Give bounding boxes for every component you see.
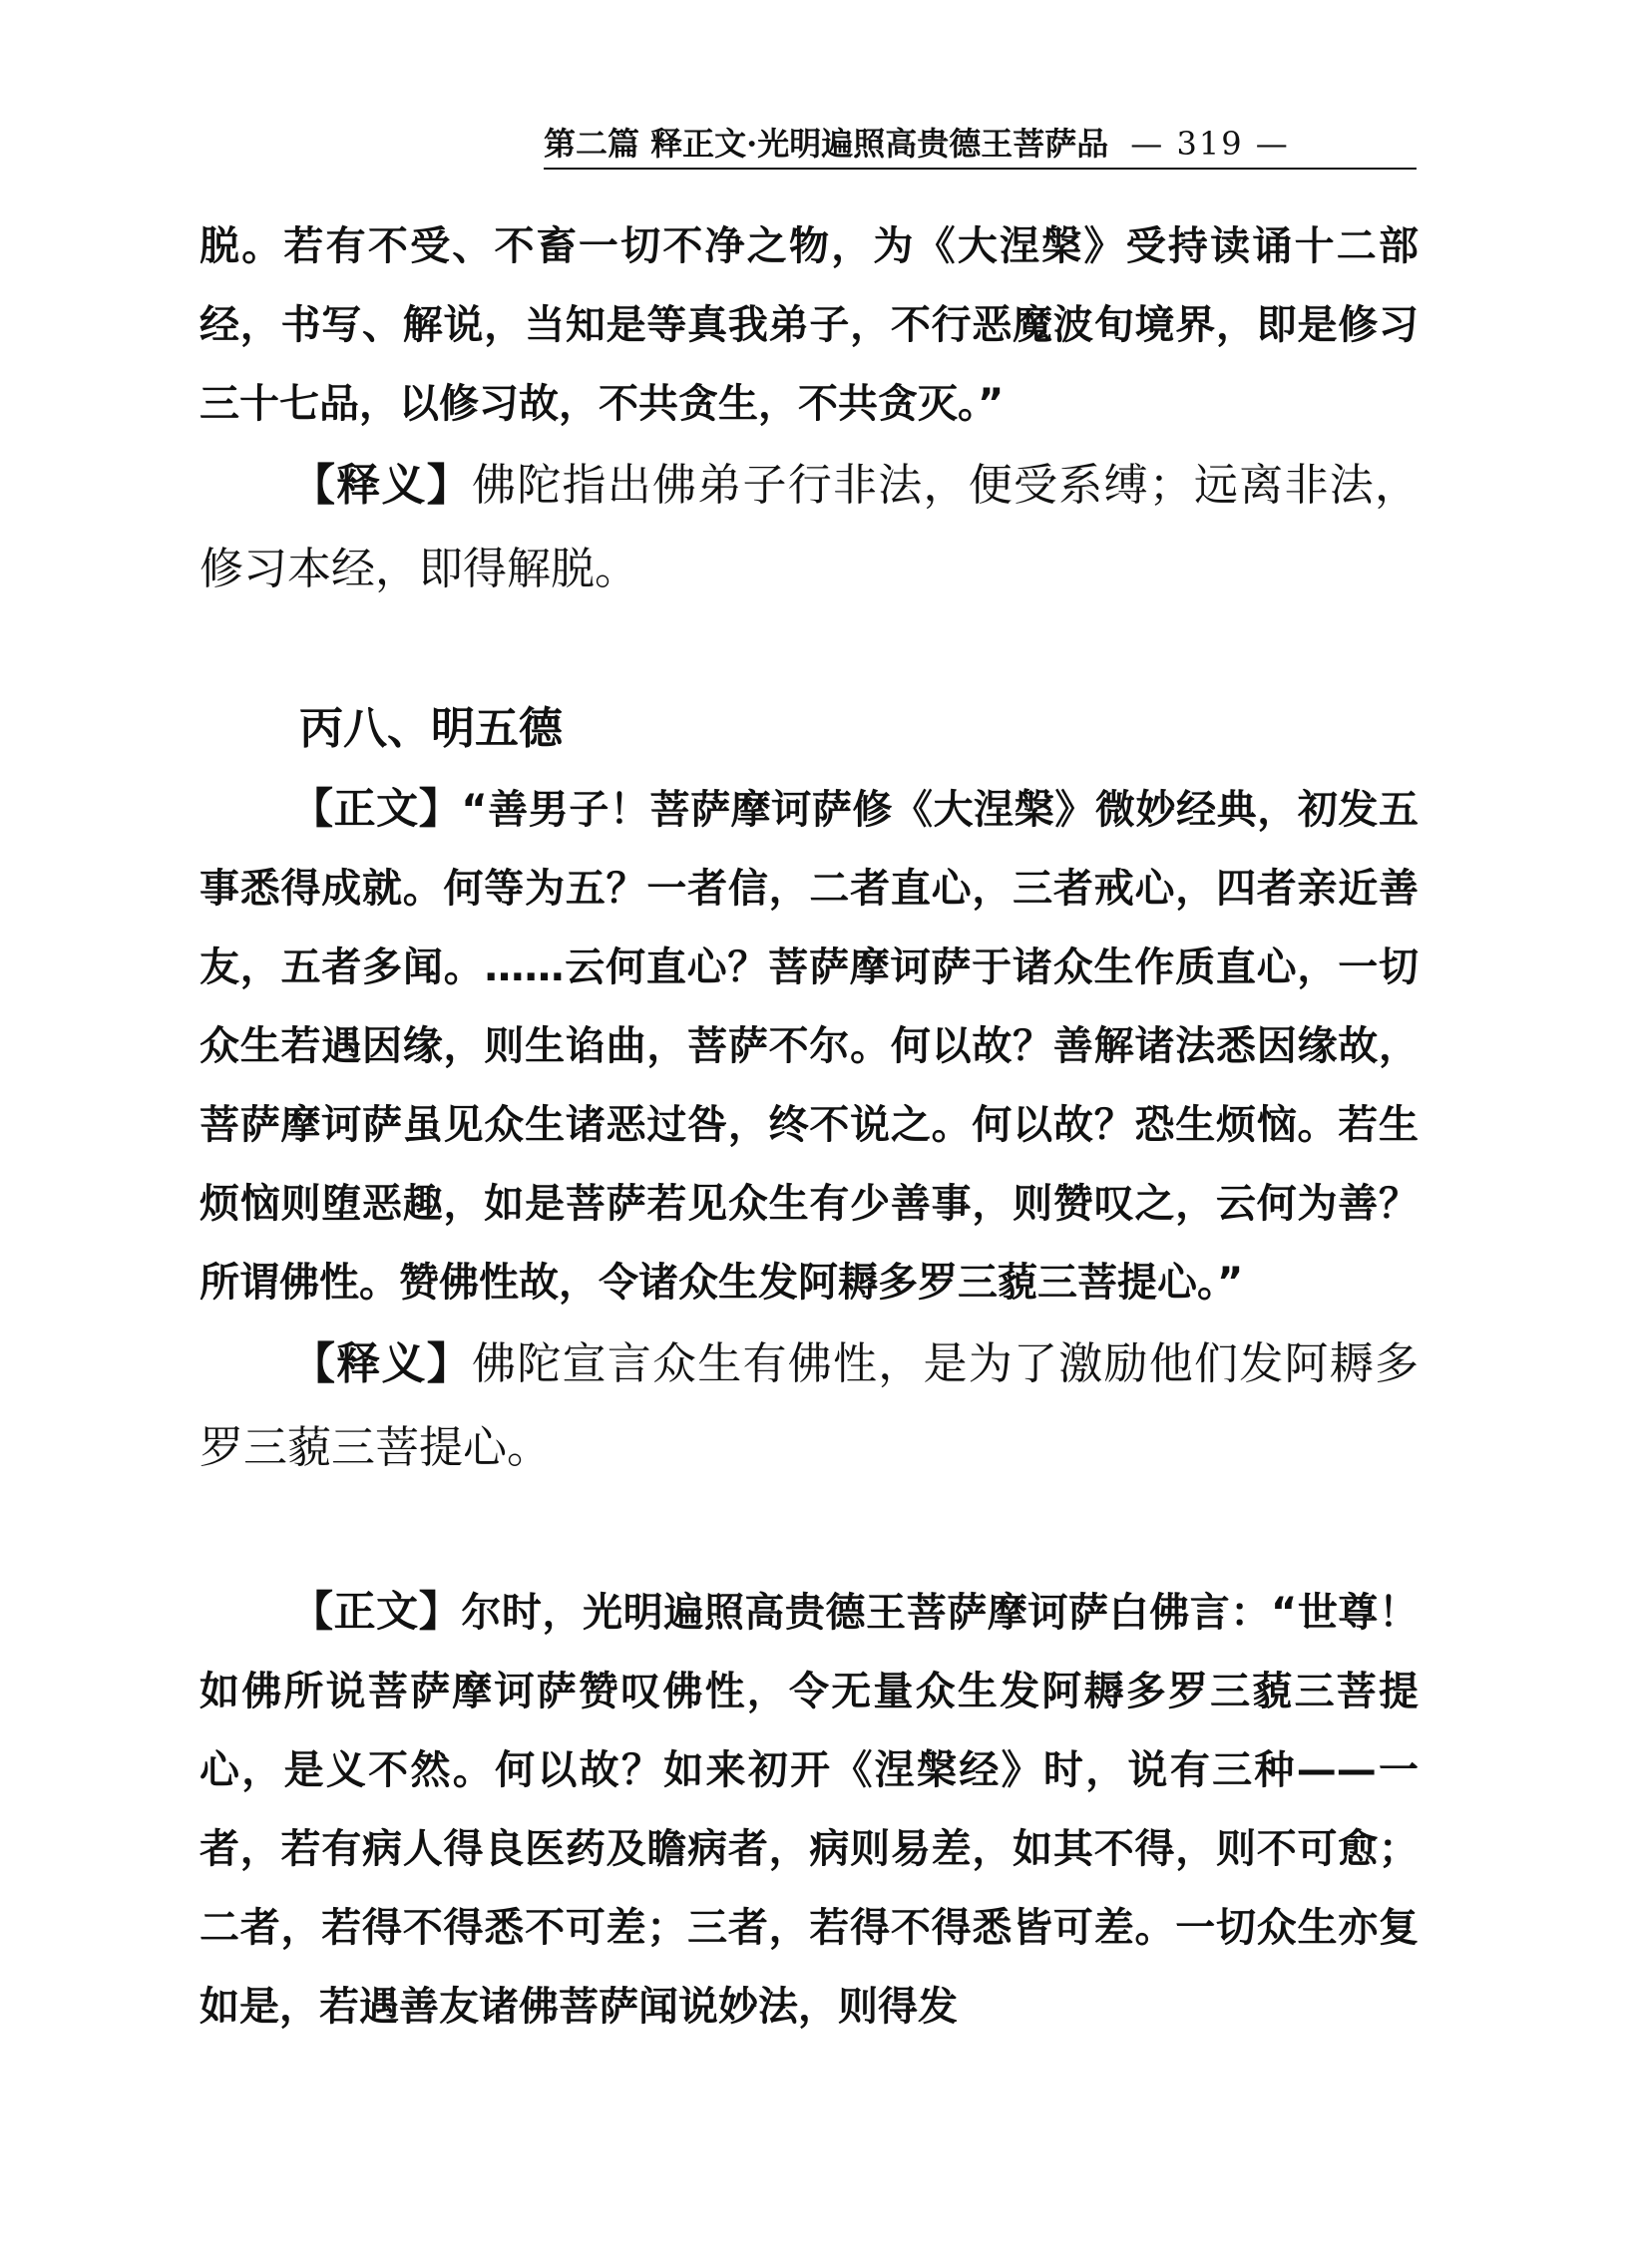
spacer bbox=[200, 611, 1419, 689]
sutra-continuation-paragraph bbox=[200, 207, 1419, 444]
running-header bbox=[544, 122, 1417, 170]
gloss-paragraph bbox=[200, 1323, 1419, 1490]
sutra-marker: 【正文】 bbox=[291, 1587, 462, 1636]
paragraph-text: 脱。若有不受、不畜一切不净之物，为《大涅槃》受持读诵十二部经，书写、解说，当知是等真我弟子，不行恶魔波旬境界，即是修习三十七品，以修习故，不共贪生，不共贪灭。” bbox=[200, 223, 1419, 427]
paragraph-text: 佛陀指出佛弟子行非法，便受系缚；远离非法，修习本经，即得解脱。 bbox=[200, 460, 1419, 594]
sutra-paragraph bbox=[200, 769, 1419, 1323]
paragraph-text: 尔时，光明遍照高贵德王菩萨摩诃萨白佛言：“世尊！如佛所说菩萨摩诃萨赞叹佛性，令无量众生发阿耨多罗三藐三菩提心，是义不然。何以故？如来初开《涅槃经》时，说有三种——一者，若有病人得良医药及瞻病者，病则易差，如其不得，则不可愈；二者，若得不得悉不可差；三者，若得不得悉皆可差。一切众生亦复如是，若遇善友诸佛菩萨闻说妙法，则得发 bbox=[200, 1590, 1419, 2030]
header-title: 第二篇 释正文·光明遍照高贵德王菩萨品 bbox=[544, 125, 1109, 163]
spacer bbox=[200, 1490, 1419, 1572]
gloss-paragraph bbox=[200, 444, 1419, 611]
sutra-marker: 【正文】 bbox=[291, 784, 462, 833]
gloss-marker: 【释义】 bbox=[291, 460, 472, 511]
section-heading: 丙八、明五德 bbox=[299, 703, 563, 754]
page-number: — 319 — bbox=[1130, 125, 1290, 163]
sutra-paragraph bbox=[200, 1572, 1419, 2047]
paragraph-text: “善男子！菩萨摩诃萨修《大涅槃》微妙经典，初发五事悉得成就。何等为五？一者信，二者直心，三者戒心，四者亲近善友，五者多闻。……云何直心？菩萨摩诃萨于诸众生作质直心，一切众生若遇因缘，则生谄曲，菩萨不尔。何以故？善解诸法悉因缘故，菩萨摩诃萨虽见众生诸恶过咎，终不说之。何以故？恐生烦恼。若生烦恼则堕恶趣，如是菩萨若见众生有少善事，则赞叹之，云何为善？所谓佛性。赞佛性故，令诸众生发阿耨多罗三藐三菩提心。” bbox=[200, 787, 1419, 1306]
body-text bbox=[200, 207, 1419, 2047]
paragraph-text: 佛陀宣言众生有佛性，是为了激励他们发阿耨多罗三藐三菩提心。 bbox=[200, 1338, 1419, 1473]
gloss-marker: 【释义】 bbox=[291, 1338, 472, 1389]
